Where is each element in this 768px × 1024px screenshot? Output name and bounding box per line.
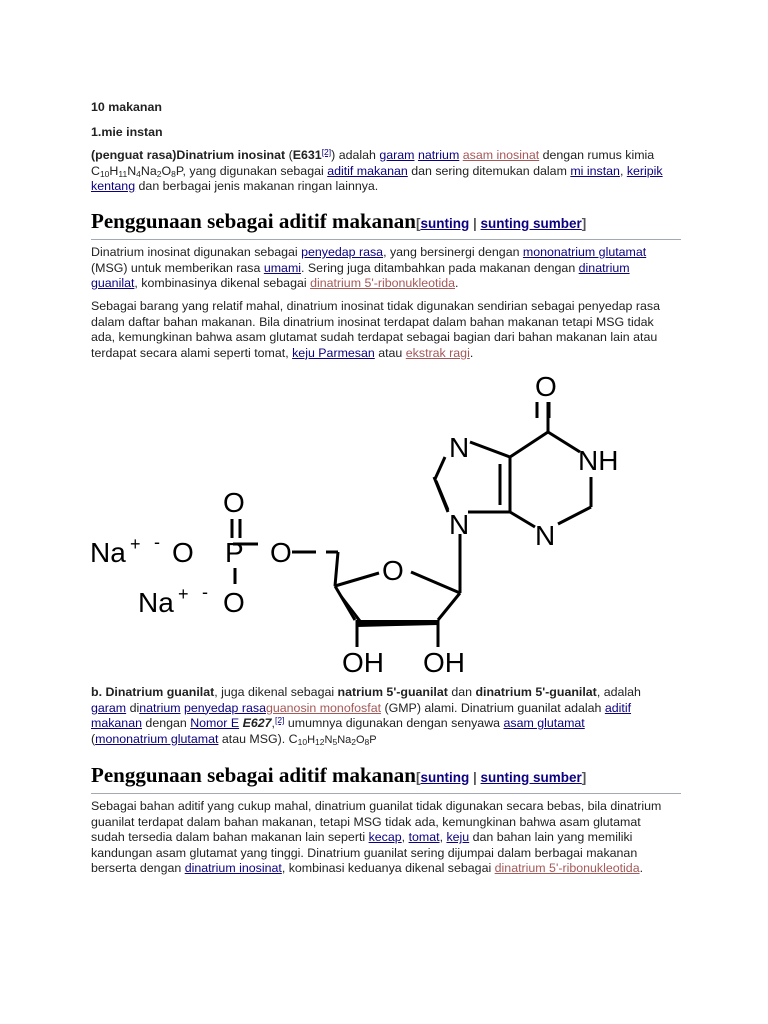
hydroxyl-group: OH — [342, 647, 384, 678]
link-ribonukleotida[interactable]: dinatrium 5'-ribonukleotida — [310, 276, 455, 291]
link-asam-inosinat[interactable]: asam inosinat — [462, 148, 540, 162]
nitrogen-atom: N — [449, 432, 470, 463]
svg-text:+: + — [130, 534, 141, 554]
e-code: E627 — [242, 716, 272, 731]
link-penyedap-rasa[interactable]: penyedap rasa — [184, 700, 266, 715]
oxygen-atom: O — [223, 587, 245, 618]
phosphorus-atom: P — [225, 537, 244, 568]
link-dinatrium-guanilat[interactable]: dinatrium guanilat — [91, 260, 630, 291]
link-guanosin-monofosfat[interactable]: guanosin monofosfat — [265, 700, 382, 715]
intro-text: dengan rumus kimia C — [91, 148, 655, 178]
link-keju-parmesan[interactable]: keju Parmesan — [292, 345, 375, 360]
paragraph-guanilat: b. Dinatrium guanilat, juga dikenal sebagai natrium 5'-guanilat dan dinatrium 5'-guanilat, adalah garam dinatrium penyedap rasaguanosin monofosfat (GMP) alami. Dinatrium guanilat adalah aditif makanan dengan Nomor E E627,[2] umumnya digunakan dengan senyawa asam glutamat (mononatrium glutamat atau MSG). $C_{10}H_{12}N_5Na_2O_8P$ — [91, 685, 641, 747]
link-garam[interactable]: garam — [91, 700, 127, 715]
paragraph-expensive: Sebagai barang yang relatif mahal, dinatrium inosinat tidak digunakan sendirian sebagai penyedap rasa dalam daftar bahan makanan. Bila dinatrium inosinat terdapat dalam bahan makanan tetapi MSG tidak ada, kemungkinan bahwa asam glutamat sudah terdapat sebagai bagian dari bahan makanan lain atau terdapat secara alami seperti tomat, keju Parmesan atau ekstrak ragi. — [91, 299, 660, 360]
link-umami[interactable]: umami — [263, 260, 302, 275]
link-asam-glutamat[interactable]: asam glutamat — [503, 716, 585, 731]
intro-paragraph: (penguat rasa)Dinatrium inosinat (E631[2]) adalah garam natrium asam inosinat dengan rumus kimia $C_{10}H_{11}N_4Na_2O_8P$, yang digunakan sebagai aditif makanan dan sering ditemukan dalam mi instan, keripik kentang dan berbagai jenis makanan ringan lainnya. — [91, 147, 663, 194]
paragraph-guanilat-usage: Sebagai bahan aditif yang cukup mahal, dinatrium guanilat tidak digunakan secara bebas, bila dinatrium guanilat terdapat dalam bahan makanan, tetapi MSG tidak ada, kemungkinan bahwa asam glutamat sudah tersedia dalam bahan makanan lain seperti kecap, tomat, keju dan bahan lain yang memiliki kandungan asam glutamat yang tinggi. Dinatrium guanilat sering dijumpai dalam berbagai makanan berserta dengan dinatrium inosinat, kombinasi keduanya dikenal sebagai dinatrium 5'-ribonukleotida. — [91, 799, 662, 876]
link-natrium[interactable]: natrium — [417, 148, 460, 162]
oxygen-atom: O — [223, 487, 245, 518]
link-ribonukleotida[interactable]: dinatrium 5'-ribonukleotida — [494, 861, 640, 876]
link-ekstrak-ragi[interactable]: ekstrak ragi — [405, 345, 470, 360]
link-dinatrium-inosinat[interactable]: dinatrium inosinat — [184, 861, 282, 876]
paragraph-text: atau — [374, 345, 406, 360]
ref-link[interactable]: [2] — [321, 147, 332, 157]
list-heading: 10 makanan — [91, 100, 162, 114]
formula-sub: 10 — [99, 168, 110, 179]
e-code: E631 — [292, 148, 322, 162]
section-title: Penggunaan sebagai aditif makanan — [91, 763, 416, 787]
ring-oxygen: O — [382, 555, 404, 586]
link-natrium[interactable]: natrium — [139, 700, 181, 715]
intro-text: ) adalah — [331, 148, 380, 162]
ref-link[interactable]: [2] — [274, 715, 285, 726]
guanilat-title: b. Dinatrium guanilat — [91, 685, 215, 699]
paragraph-usage: Dinatrium inosinat digunakan sebagai penyedap rasa, yang bersinergi dengan mononatrium glutamat (MSG) untuk memberikan rasa umami. Sering juga ditambahkan pada makanan dengan dinatrium guanilat, kombinasinya dikenal sebagai dinatrium 5'-ribonukleotida. — [91, 245, 647, 291]
formula-sub: 11 — [118, 168, 128, 179]
paragraph-text: , kombinasinya dikenal sebagai — [134, 276, 311, 291]
formula-sub: 2 — [156, 168, 162, 179]
intro-text: dan sering ditemukan dalam — [407, 163, 571, 178]
paragraph-text: . Sering juga ditambahkan pada makanan dengan — [301, 260, 579, 275]
link-keripik-kentang[interactable]: keripik kentang — [91, 163, 663, 194]
link-kecap[interactable]: kecap — [368, 830, 402, 845]
sodium-ion: Na — [138, 587, 174, 618]
svg-text:-: - — [202, 582, 208, 602]
item-heading: 1.mie instan — [91, 125, 163, 139]
formula-sub: 4 — [136, 168, 141, 179]
svg-text:+: + — [178, 584, 189, 604]
edit-source-link[interactable]: sunting sumber — [480, 216, 582, 231]
intro-text: ( — [285, 148, 293, 162]
link-mononatrium-glutamat[interactable]: mononatrium glutamat — [95, 731, 219, 746]
svg-text:-: - — [154, 532, 160, 552]
edit-source-link[interactable]: sunting sumber — [480, 770, 582, 785]
nitrogen-atom: N — [535, 520, 556, 551]
oxygen-atom: O — [270, 537, 292, 568]
carbonyl-oxygen: O — [535, 371, 557, 402]
disodium-inosinate-structure — [80, 362, 640, 678]
edit-link[interactable]: sunting — [420, 770, 470, 785]
link-garam[interactable]: garam — [379, 148, 415, 162]
intro-text: P, yang digunakan sebagai — [175, 163, 328, 178]
oxygen-atom: O — [172, 537, 194, 568]
section-title: Penggunaan sebagai aditif makanan — [91, 209, 416, 233]
edit-section: [sunting | sunting sumber] — [416, 770, 587, 785]
hydroxyl-group: OH — [423, 647, 465, 678]
link-aditif-makanan[interactable]: aditif makanan — [91, 700, 632, 731]
paragraph-text: , yang bersinergi dengan — [383, 245, 523, 259]
formula: $_{10}H_{12}N_5Na_2O_8P$ — [297, 733, 377, 747]
link-mononatrium-glutamat[interactable]: mononatrium glutamat — [522, 245, 647, 259]
paragraph-text: Dinatrium inosinat digunakan sebagai — [91, 245, 302, 259]
link-mi-instan[interactable]: mi instan — [570, 163, 620, 178]
link-penyedap-rasa[interactable]: penyedap rasa — [301, 245, 384, 259]
link-tomat[interactable]: tomat — [408, 830, 440, 845]
edit-link[interactable]: sunting — [420, 216, 470, 231]
nh-group: NH — [578, 445, 619, 476]
link-nomor-e[interactable]: Nomor E — [190, 716, 240, 731]
section-heading — [91, 208, 681, 240]
sodium-ion: Na — [90, 537, 126, 568]
link-keju[interactable]: keju — [446, 830, 470, 845]
paragraph-text: (MSG) untuk memberikan rasa — [91, 260, 264, 275]
link-aditif-makanan[interactable]: aditif makanan — [327, 163, 408, 178]
intro-text: dan berbagai jenis makanan ringan lainnya. — [135, 179, 379, 194]
intro-lead: (penguat rasa)Dinatrium inosinat — [91, 148, 286, 162]
nitrogen-atom: N — [449, 509, 470, 540]
formula-sub: 8 — [171, 168, 176, 179]
paragraph-text: Sebagai barang yang relatif mahal, dinatrium inosinat tidak digunakan sendirian sebagai penyedap rasa dalam daftar bahan makanan. Bila dinatrium inosinat terdapat dalam bahan makanan tetapi MSG tidak ada, kemungkinan bahwa asam glutamat sudah terdapat sebagai bagian dari bahan makanan lain atau terdapat secara alami seperti tomat, — [91, 299, 660, 360]
section-heading — [91, 762, 681, 794]
edit-section: [sunting | sunting sumber] — [416, 216, 587, 231]
